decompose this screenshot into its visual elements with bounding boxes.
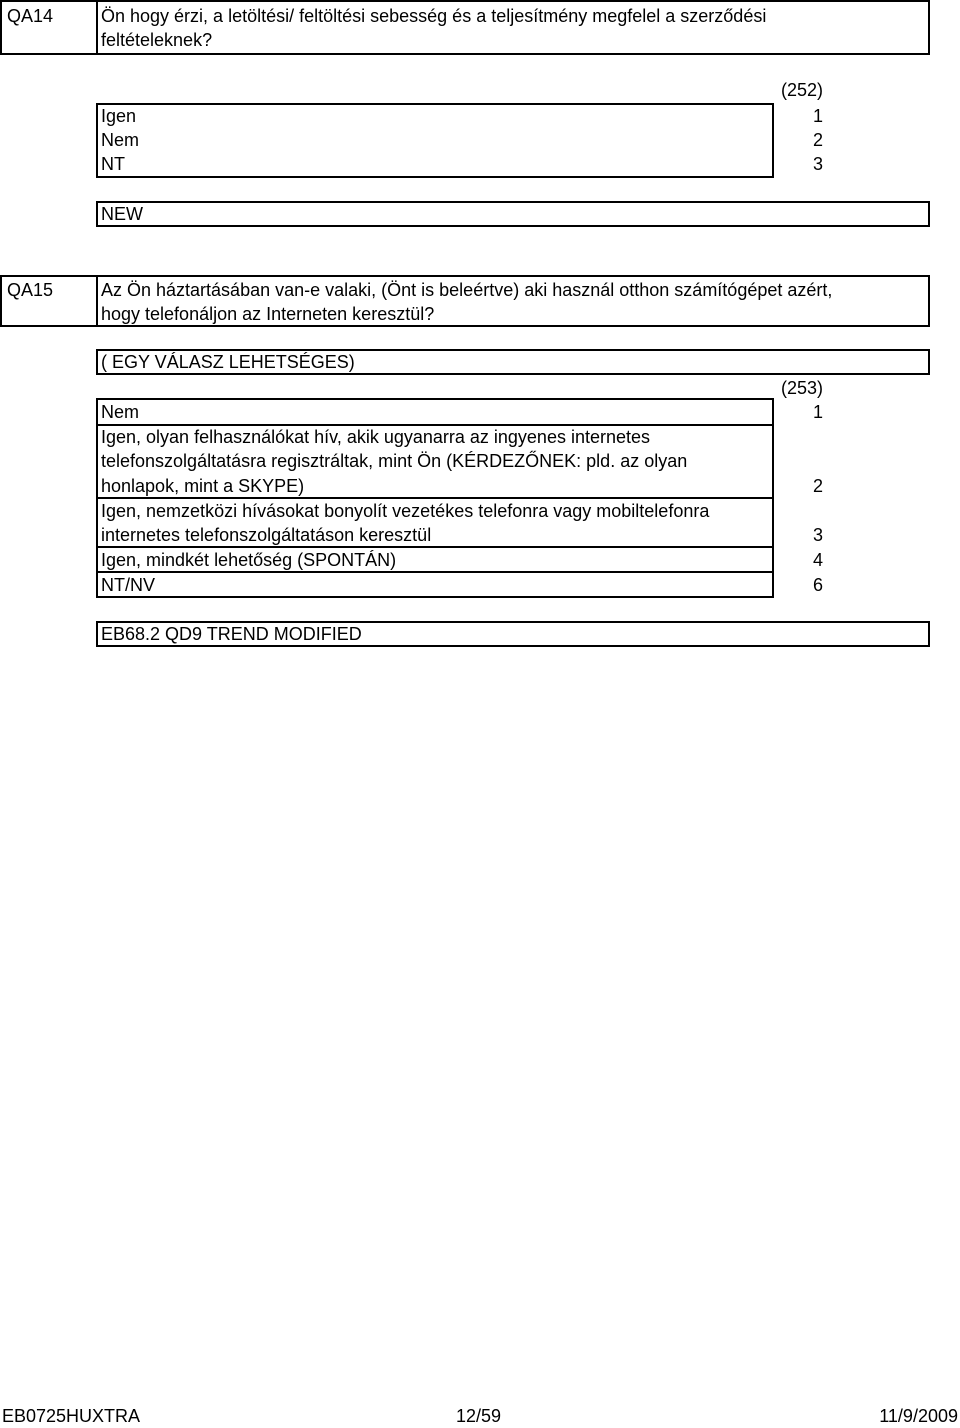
qa15-option-code: 4 <box>812 550 823 570</box>
qa14-option-label: Igen <box>101 106 137 126</box>
qa14-note-box <box>96 201 930 227</box>
qa15-option-line: Nem <box>101 402 140 422</box>
qa15-note: EB68.2 QD9 TREND MODIFIED <box>101 624 362 644</box>
qa15-question-line1: Az Ön háztartásában van-e valaki, (Önt is beleértve) aki használ otthon számítógépet azért, <box>101 280 833 300</box>
qa15-id: QA15 <box>7 280 54 300</box>
qa14-option-code: 1 <box>812 106 823 126</box>
qa15-option-line: internetes telefonszolgáltatáson keresztül <box>101 525 432 545</box>
qa14-option-code: 3 <box>812 154 823 174</box>
qa15-option-line: honlapok, mint a SKYPE) <box>101 476 305 496</box>
qa14-question-line1: Ön hogy érzi, a letöltési/ feltöltési sebesség és a teljesítmény megfelel a szerződési <box>101 6 767 26</box>
qa15-option-code: 3 <box>812 525 823 545</box>
qa14-option-label: Nem <box>101 130 140 150</box>
qa14-note: NEW <box>101 204 143 224</box>
qa14-id: QA14 <box>7 6 54 26</box>
qa15-option-code: 1 <box>812 402 823 422</box>
qa15-var-code: (253) <box>780 378 823 398</box>
qa15-option-line: NT/NV <box>101 575 155 595</box>
qa15-option-line: Igen, nemzetközi hívásokat bonyolít vezetékes telefonra vagy mobiltelefonra <box>101 501 710 521</box>
qa15-question-line2: hogy telefonáljon az Interneten keresztül? <box>101 304 435 324</box>
qa15-option-line: Igen, olyan felhasználókat hív, akik ugyanarra az ingyenes internetes <box>101 427 650 447</box>
footer-page-number: 12/59 <box>456 1406 502 1426</box>
qa15-option-line: telefonszolgáltatásra regisztráltak, mint Ön (KÉRDEZŐNEK: pld. az olyan <box>101 451 688 471</box>
footer-date: 11/9/2009 <box>879 1406 958 1426</box>
qa14-option-code: 2 <box>812 130 823 150</box>
footer-document-id: EB0725HUXTRA <box>2 1406 141 1426</box>
qa15-instruction: ( EGY VÁLASZ LEHETSÉGES) <box>101 352 355 372</box>
qa14-var-code: (252) <box>780 80 823 100</box>
qa15-option-line: Igen, mindkét lehetőség (SPONTÁN) <box>101 550 397 570</box>
qa14-option-label: NT <box>101 154 125 174</box>
qa15-option-code: 2 <box>812 476 823 496</box>
qa14-question-line2: feltételeknek? <box>101 30 213 50</box>
qa15-option-code: 6 <box>812 575 823 595</box>
